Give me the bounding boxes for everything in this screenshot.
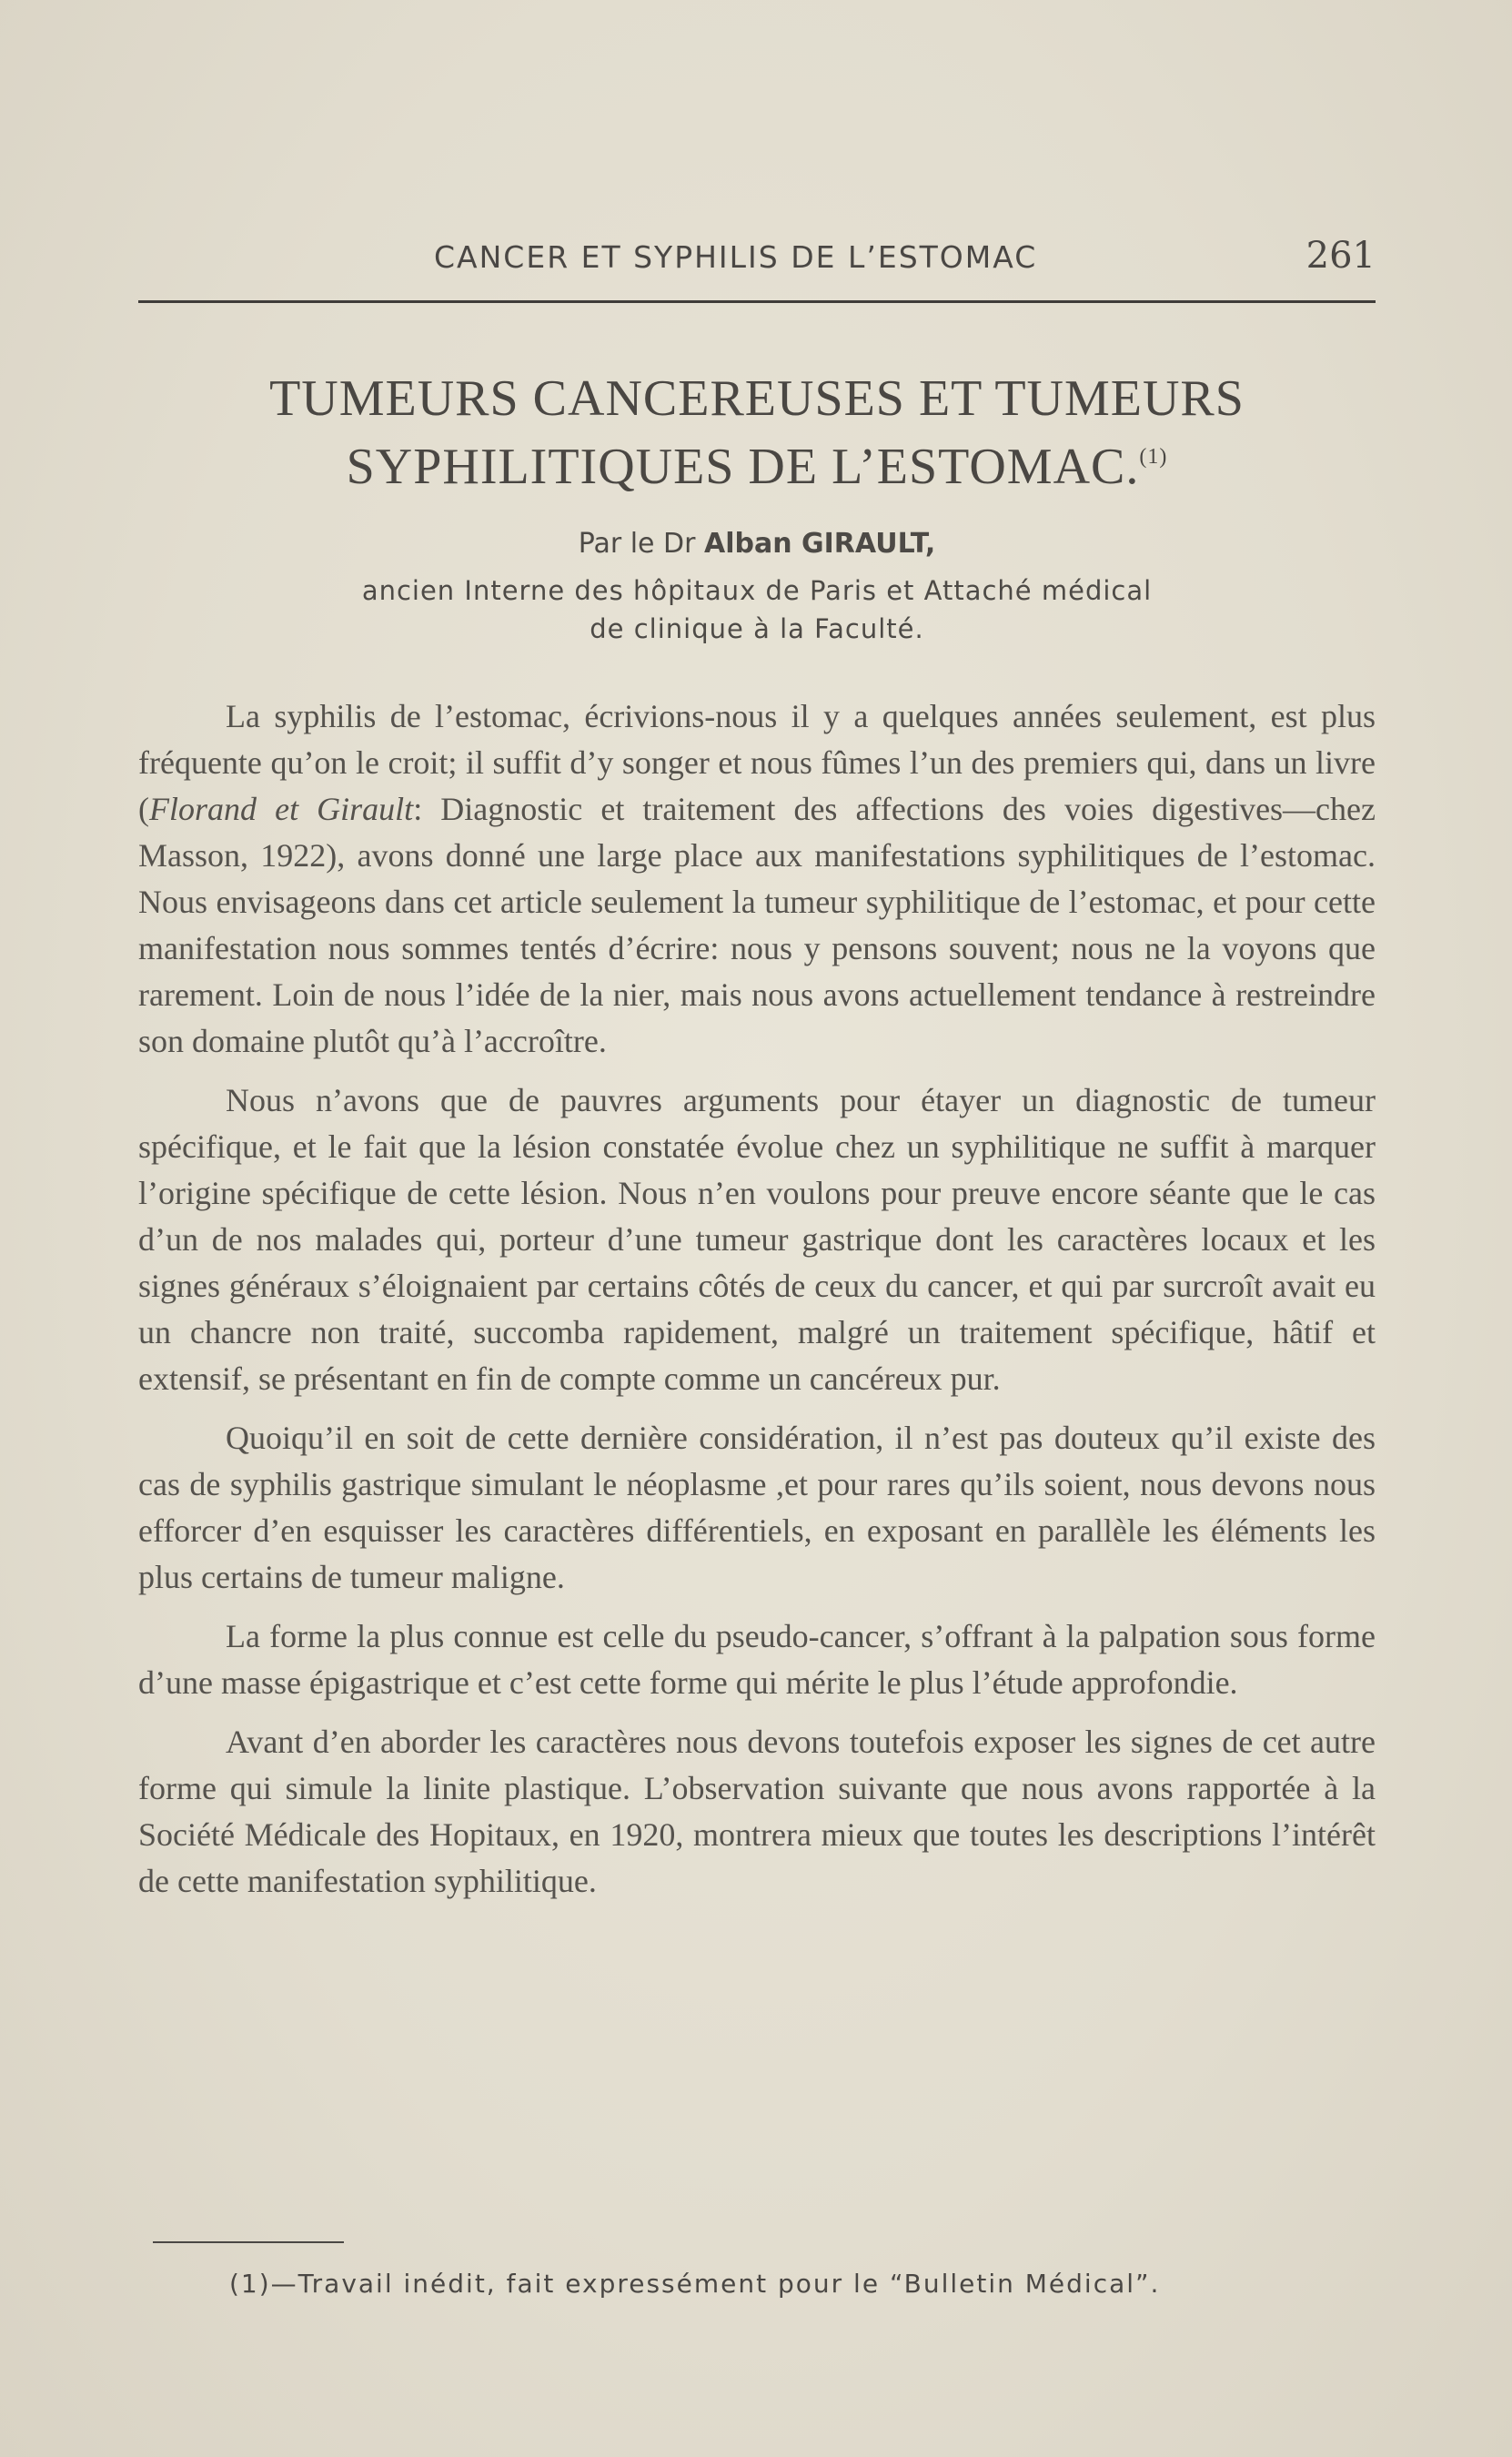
paragraph-5: Avant d’en aborder les caractères nous devons toutefois exposer les signes de cet autre forme qui simule la linite plastique. L’observation suivante que nous avons rapportée à la Société Médicale des Hopitaux, en 1920, montrera mieux que toutes les descriptions l’intérêt de cette manifestation syphilitique. — [138, 1724, 1376, 1899]
author-affiliation — [138, 571, 1376, 648]
paragraph-1-end: : Diagnostic et traitement des affections des voies digestives—chez Masson, 1922), avons donné une large place aux manifestations syphilitiques de l’estomac. Nous envisageons dans cet article seulement la tumeur syphilitique de l’estomac, et pour cette manifestation nous sommes tentés d’écrire: nous y pensons souvent; nous ne la voyons que rarement. Loin de nous l’idée de la nier, mais nous avons actuellement tendance à restreindre son domaine plutôt qu’à l’accroître. — [138, 791, 1376, 1059]
byline — [138, 526, 1376, 562]
author-name: Alban GIRAULT, — [704, 528, 936, 560]
byline-prefix: Par le Dr — [578, 528, 704, 560]
running-head-title: CANCER ET SYPHILIS DE L’ESTOMAC — [434, 239, 1038, 275]
footnote: (1)—Travail inédit, fait expressément pour le “Bulletin Médical”. — [229, 2269, 1161, 2299]
paragraph-1-start: La syphilis de l’estomac, écrivions-nous il y a quelques années seulement, est plus fréquente qu’on le croit; il suffit d’y songer et nous fûmes l’un des premiers qui, dans un livre ( — [138, 698, 1376, 827]
header-rule — [138, 300, 1376, 303]
paragraph-1 — [138, 693, 1376, 1065]
article-body — [138, 693, 1376, 1917]
title-footnote-marker: (1) — [1139, 445, 1168, 469]
article-title-line-2 — [138, 428, 1376, 496]
article-title-line-2-text: SYPHILITIQUES DE L’ESTOMAC. — [346, 439, 1140, 495]
running-head — [138, 235, 1376, 289]
paragraph-4: La forme la plus connue est celle du pseudo-cancer, s’offrant à la palpation sous forme d’une masse épigastrique et c’est cette forme qui mérite le plus l’étude approfondie. — [138, 1618, 1376, 1701]
footnote-rule — [153, 2241, 344, 2243]
citation-authors: Florand et Girault — [149, 791, 414, 827]
affiliation-line-1: ancien Interne des hôpitaux de Paris et Attaché médical — [361, 575, 1153, 606]
affiliation-line-2: de clinique à la Faculté. — [590, 613, 924, 644]
article-title — [138, 369, 1376, 496]
article-title-line-1: TUMEURS CANCEREUSES ET TUMEURS — [269, 370, 1245, 427]
paragraph-3: Quoiqu’il en soit de cette dernière considération, il n’est pas douteux qu’il existe des cas de syphilis gastrique simulant le néoplasme ,et pour rares qu’ils soient, nous devons nous efforcer d’en esquisser les caractères différentiels, en exposant en parallèle les éléments les plus certains de tumeur maligne. — [138, 1420, 1376, 1595]
paragraph-2: Nous n’avons que de pauvres arguments pour étayer un diagnostic de tumeur spécifique, et le fait que la lésion constatée évolue chez un syphilitique ne suffit à marquer l’origine spécifique de cette lésion. Nous n’en voulons pour preuve encore séante que le cas d’un de nos malades qui, porteur d’une tumeur gastrique dont les caractères locaux et les signes généraux s’éloignaient par certains côtés de ceux du cancer, et qui par surcroît avait eu un chancre non traité, succomba rapidement, malgré un traitement spécifique, hâtif et extensif, se présentant en fin de compte comme un cancéreux pur. — [138, 1082, 1376, 1397]
page-number: 261 — [1305, 235, 1376, 277]
